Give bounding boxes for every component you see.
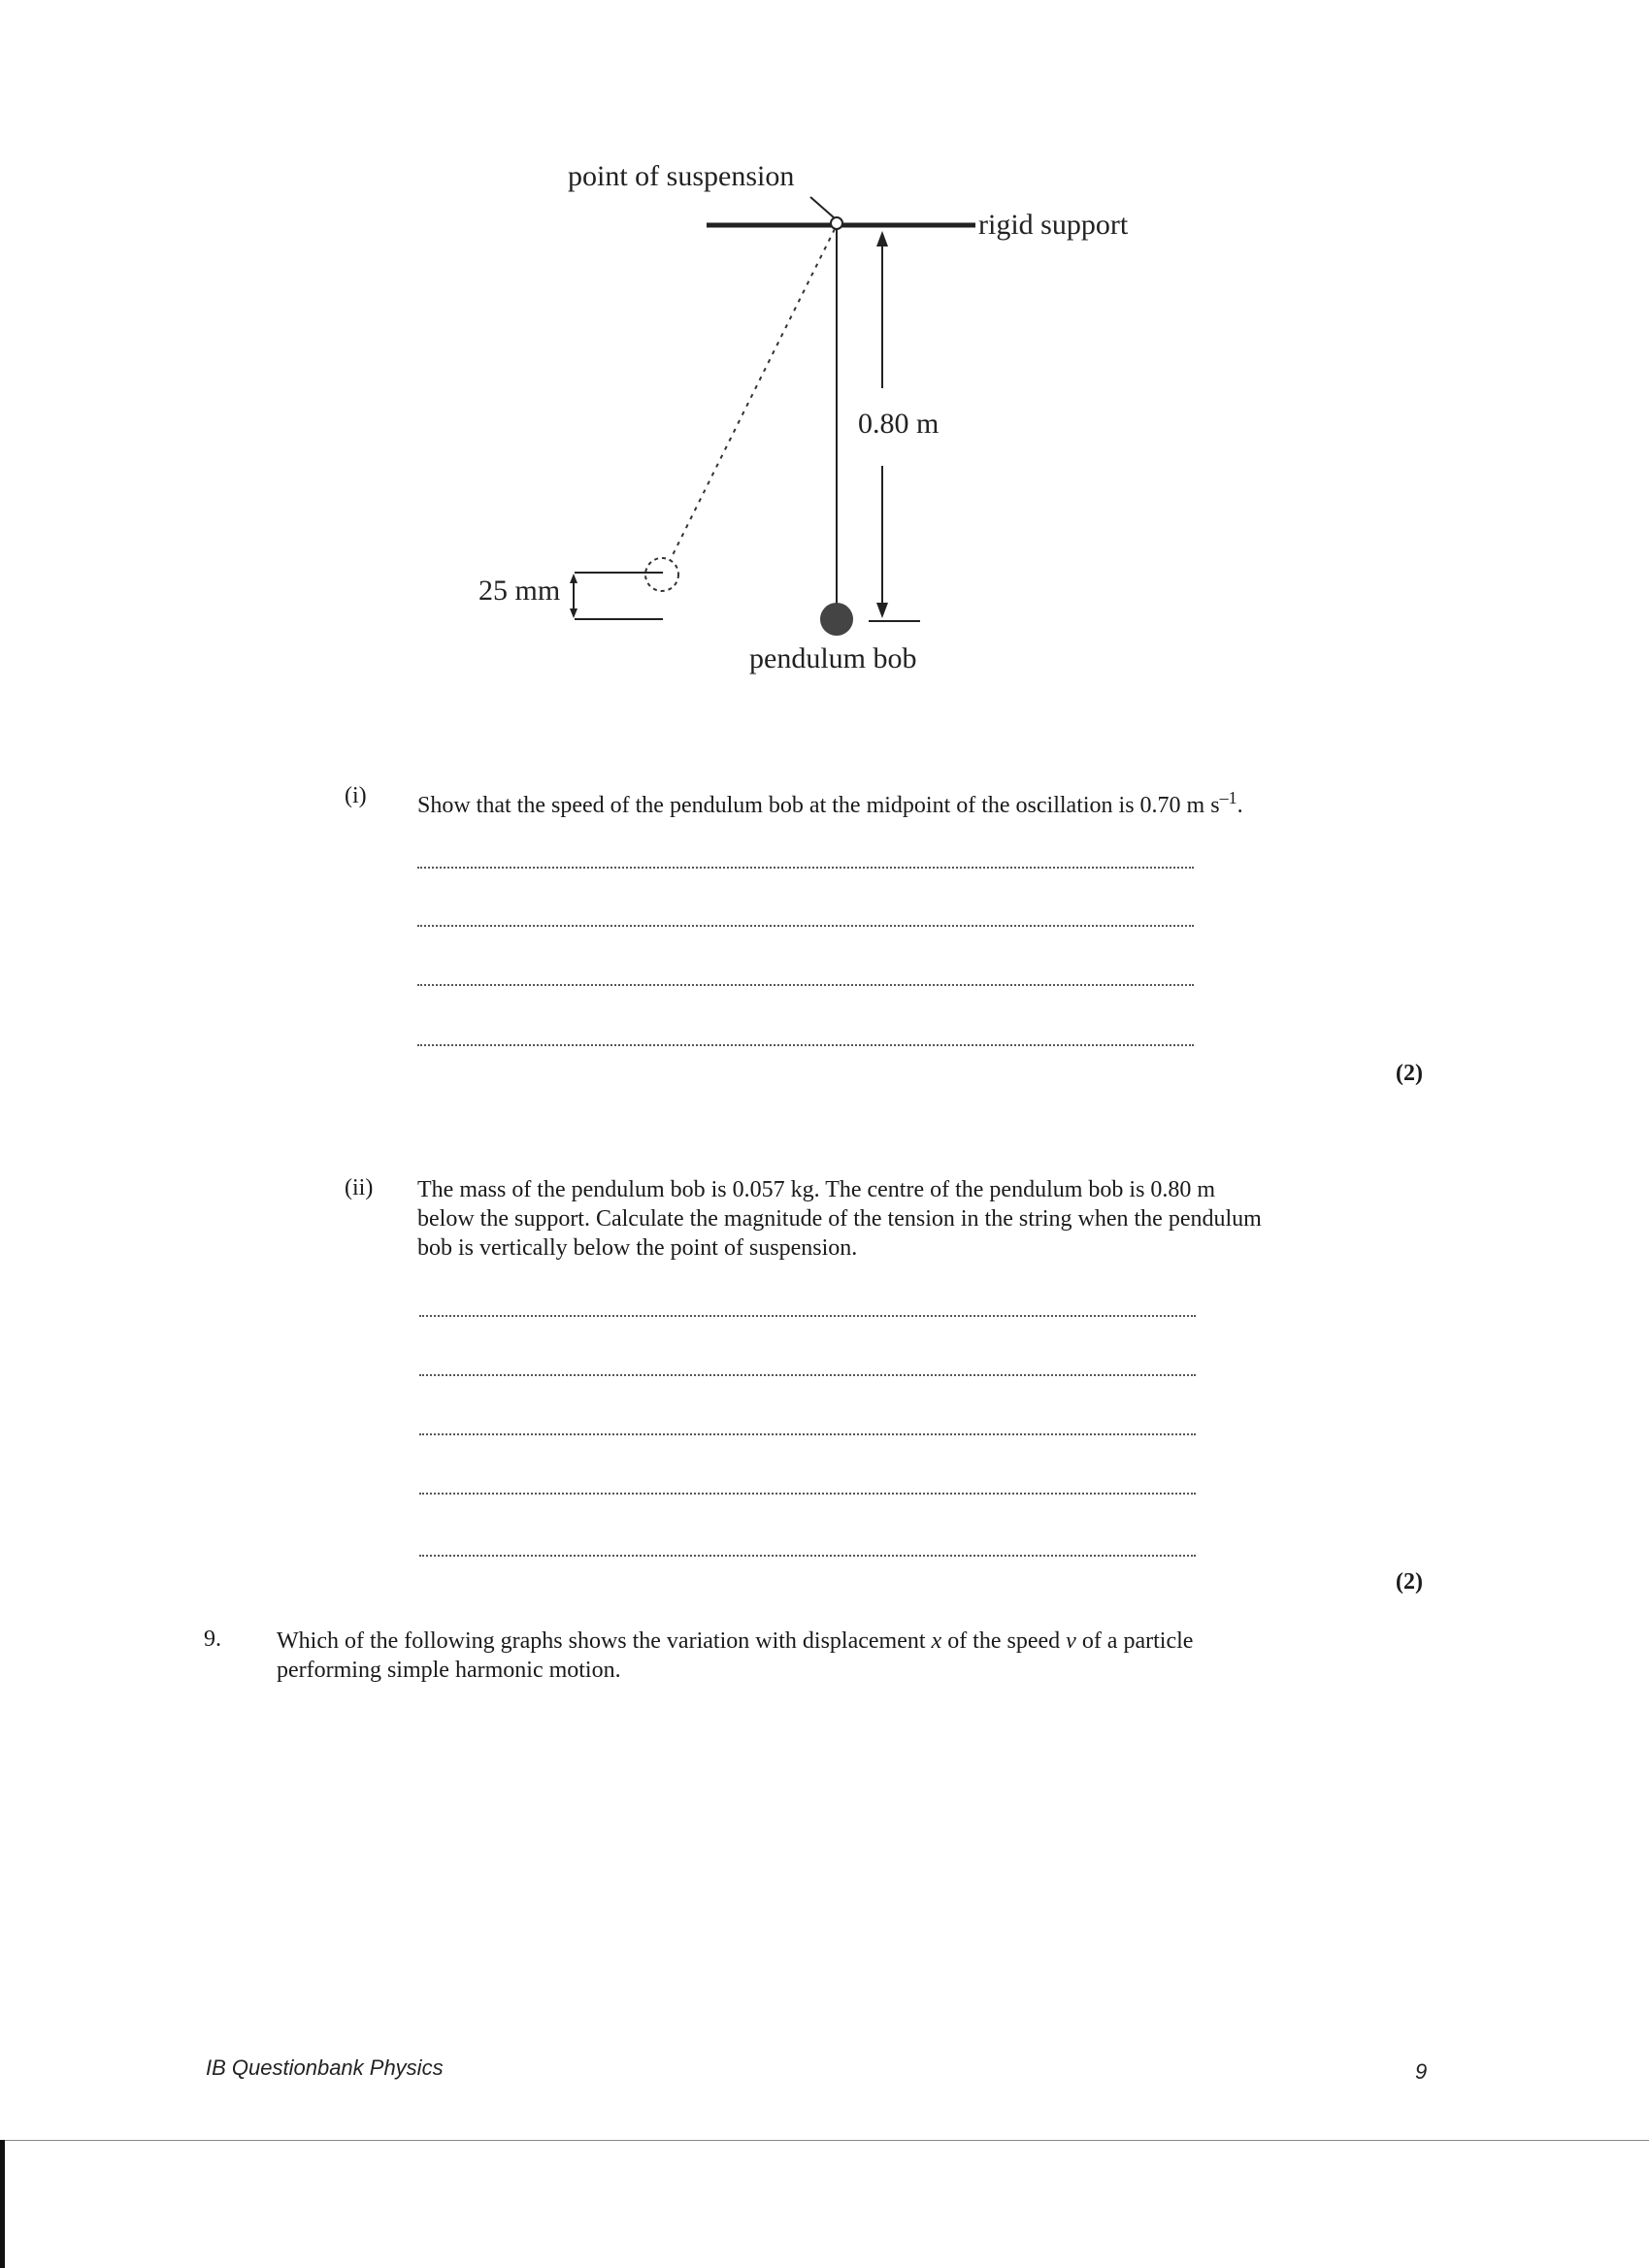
- label-pendulum-bob: pendulum bob: [749, 642, 917, 674]
- question-9-line-1: Which of the following graphs shows the variation with displacement x of the speed v of a particle: [277, 1628, 1194, 1654]
- height-arrow-bottom: [570, 608, 577, 618]
- footer-source: IB Questionbank Physics: [206, 2055, 444, 2080]
- answer-line[interactable]: [417, 867, 1194, 869]
- displaced-bob: [645, 558, 678, 591]
- part-ii-line-1: The mass of the pendulum bob is 0.057 kg. The centre of the pendulum bob is 0.80 m: [417, 1177, 1216, 1202]
- part-i-question: [417, 783, 1243, 820]
- answer-line[interactable]: [419, 1315, 1196, 1317]
- length-arrow-bottom: [876, 603, 888, 618]
- answer-line[interactable]: [419, 1433, 1196, 1435]
- variable-v: v: [1066, 1628, 1076, 1654]
- part-ii-line-2: below the support. Calculate the magnitude of the tension in the string when the pendulum: [417, 1206, 1262, 1232]
- part-i-superscript: –1: [1219, 788, 1237, 807]
- part-ii-question: [417, 1175, 1262, 1263]
- answer-line[interactable]: [417, 1044, 1194, 1046]
- answer-line[interactable]: [417, 925, 1194, 927]
- height-arrow-top: [570, 574, 577, 583]
- part-i-text: Show that the speed of the pendulum bob at the midpoint of the oscillation is 0.70 m s: [417, 793, 1220, 818]
- displaced-string: [670, 229, 835, 561]
- variable-x: x: [931, 1628, 942, 1654]
- part-i-end: .: [1237, 793, 1243, 818]
- part-ii-line-3: bob is vertically below the point of suspension.: [417, 1235, 858, 1261]
- suspension-leader: [810, 197, 835, 218]
- suspension-point: [831, 217, 842, 229]
- label-rigid-support: rigid support: [978, 209, 1129, 241]
- answer-line[interactable]: [417, 984, 1194, 986]
- scan-edge-bar: [0, 2140, 5, 2268]
- question-9-text: [277, 1627, 1193, 1685]
- label-point-of-suspension: point of suspension: [568, 160, 795, 192]
- pendulum-diagram: [0, 0, 1649, 699]
- label-height: 25 mm: [478, 575, 561, 607]
- page-bottom-edge: [0, 2140, 1649, 2141]
- label-length: 0.80 m: [858, 408, 940, 440]
- pendulum-bob: [820, 603, 853, 636]
- part-i-number: (i): [345, 783, 367, 808]
- part-ii-marks: (2): [1396, 1569, 1423, 1594]
- part-i-marks: (2): [1396, 1061, 1423, 1086]
- answer-line[interactable]: [419, 1374, 1196, 1376]
- answer-line[interactable]: [419, 1493, 1196, 1495]
- page-number: 9: [1415, 2059, 1428, 2084]
- part-ii-number: (ii): [345, 1175, 374, 1200]
- length-arrow-top: [876, 231, 888, 247]
- question-9-line-2: performing simple harmonic motion.: [277, 1658, 621, 1683]
- answer-line[interactable]: [419, 1555, 1196, 1557]
- question-9-number: 9.: [204, 1627, 221, 1652]
